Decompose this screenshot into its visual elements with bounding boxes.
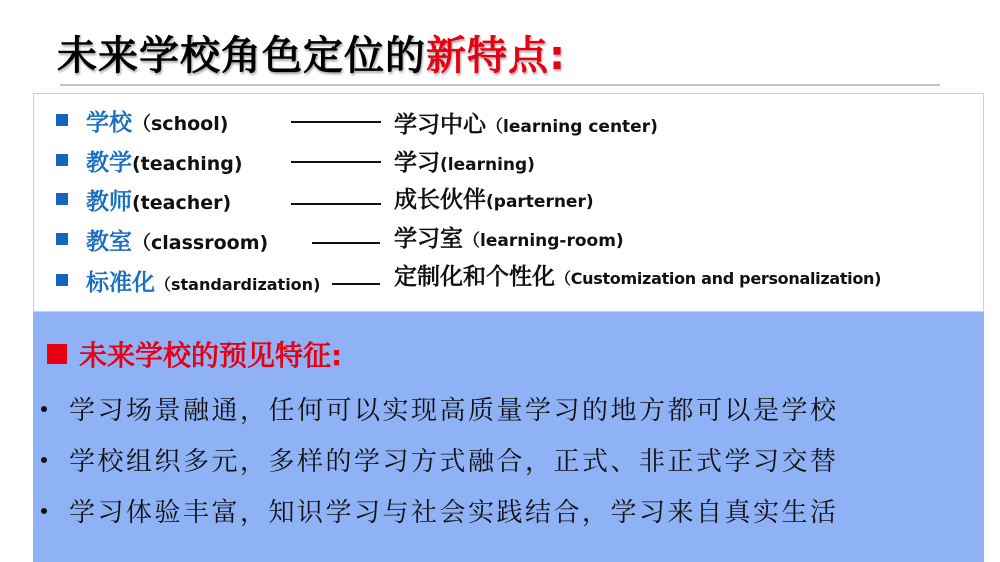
role-meaning	[394, 258, 881, 291]
role-term-en: (teaching)	[132, 153, 243, 175]
role-row-teacher	[34, 183, 983, 219]
bullet-dot-icon	[41, 406, 47, 412]
connector-line	[291, 161, 381, 163]
features-heading	[47, 334, 342, 374]
role-term-en: (teacher)	[132, 192, 232, 214]
role-row-classroom	[34, 223, 983, 259]
role-meaning-cn: 学习中心	[394, 112, 486, 138]
role-term-cn: 教学	[86, 150, 132, 176]
title-divider	[60, 84, 940, 86]
role-term	[86, 223, 268, 256]
features-panel	[33, 312, 984, 562]
role-row-standardization	[34, 264, 983, 300]
role-meaning	[394, 144, 535, 177]
connector-line	[332, 283, 380, 285]
role-meaning-en: （learning-room)	[463, 231, 624, 251]
slide-title	[57, 24, 566, 79]
role-row-school	[34, 104, 983, 140]
role-meaning	[394, 106, 658, 139]
role-term-cn: 教师	[86, 189, 132, 215]
role-term	[86, 144, 243, 177]
role-meaning-cn: 学习	[394, 150, 440, 176]
bullet-dot-icon	[41, 508, 47, 514]
role-term	[86, 183, 231, 216]
connector-line	[291, 121, 381, 123]
role-meaning	[394, 181, 594, 214]
square-bullet-icon	[56, 193, 68, 205]
square-bullet-icon	[56, 233, 68, 245]
feature-text: 学习体验丰富，知识学习与社会实践结合，学习来自真实生活	[69, 498, 839, 528]
role-term	[86, 104, 228, 137]
role-term-cn: 教室	[86, 229, 132, 255]
role-meaning-en: （Customization and personalization)	[555, 269, 882, 288]
feature-item	[41, 441, 839, 478]
square-bullet-icon	[56, 154, 68, 166]
feature-text: 学校组织多元，多样的学习方式融合，正式、非正式学习交替	[69, 447, 839, 477]
role-meaning-cn: 定制化和个性化	[394, 264, 555, 290]
role-meaning-en: (learning)	[440, 155, 535, 175]
role-meaning-cn: 学习室	[394, 226, 463, 252]
role-meaning	[394, 220, 624, 253]
connector-line	[291, 203, 381, 205]
role-term-en: （standardization)	[155, 275, 321, 294]
feature-text: 学习场景融通，任何可以实现高质量学习的地方都可以是学校	[69, 396, 839, 426]
role-meaning-cn: 成长伙伴	[394, 187, 486, 213]
role-term	[86, 264, 320, 297]
role-meaning-en: （learning center)	[486, 117, 658, 137]
features-heading-text: 未来学校的预见特征:	[79, 339, 343, 372]
square-bullet-icon	[47, 344, 67, 364]
role-meaning-en: (parterner)	[486, 192, 594, 212]
connector-line	[312, 242, 380, 244]
feature-item	[41, 390, 839, 427]
title-main: 未来学校角色定位的	[57, 33, 426, 79]
role-term-cn: 标准化	[86, 270, 155, 296]
feature-item	[41, 492, 839, 529]
square-bullet-icon	[56, 274, 68, 286]
square-bullet-icon	[56, 114, 68, 126]
role-row-teaching	[34, 144, 983, 180]
role-term-en: （classroom)	[132, 232, 269, 254]
role-mapping-panel	[33, 93, 984, 312]
bullet-dot-icon	[41, 457, 47, 463]
role-term-cn: 学校	[86, 110, 132, 136]
role-term-en: （school)	[132, 113, 229, 135]
title-highlight: 新特点:	[426, 33, 566, 79]
